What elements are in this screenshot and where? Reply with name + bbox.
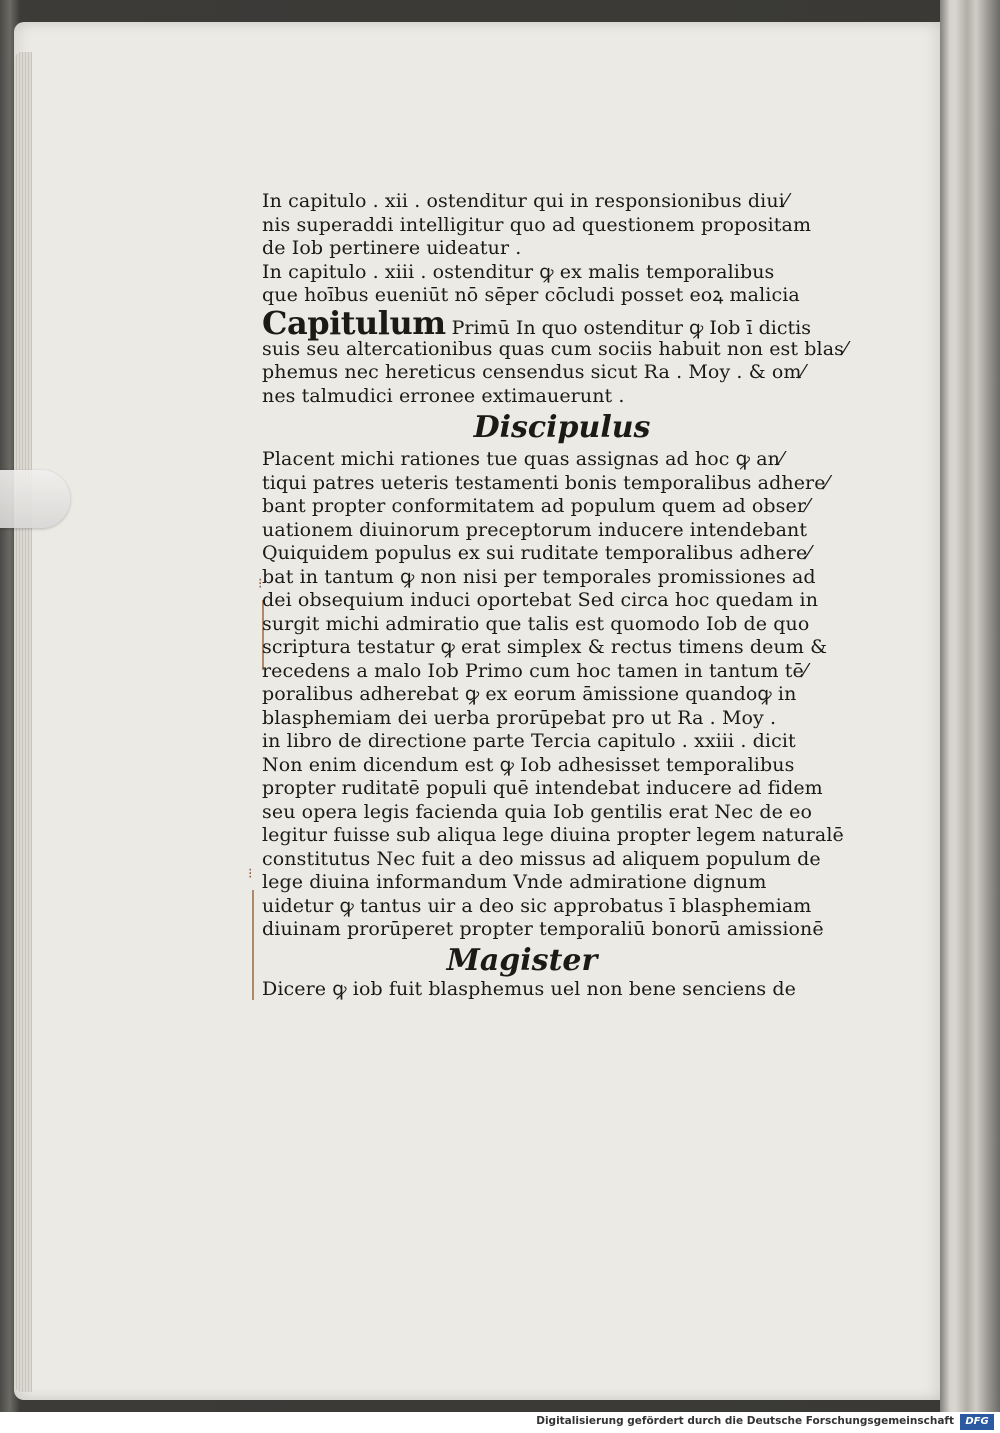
section-magister-text bbox=[262, 978, 822, 1002]
text-line: legitur fuisse sub aliqua lege diuina propter legem naturalē bbox=[262, 824, 844, 846]
text-line: nis superaddi intelligitur quo ad questionem propositam bbox=[262, 213, 812, 236]
heading-magister: Magister bbox=[446, 942, 598, 978]
book-gutter bbox=[940, 0, 950, 1412]
text-line: seu opera legis facienda quia Iob gentilis erat Nec de eo bbox=[262, 800, 813, 823]
text-line: diuinam prorūperet propter temporaliū bonorū amissionē bbox=[262, 918, 824, 940]
text-line: poralibus adherebat ꝙ ex eorum āmissione quandoꝙ in bbox=[262, 683, 797, 705]
text-line: surgit michi admiratio que talis est quomodo Iob de quo bbox=[262, 612, 810, 635]
text-line: phemus nec hereticus censendus sicut Ra . Moy . & om⁄ bbox=[262, 361, 805, 383]
footer-bar bbox=[0, 1412, 1000, 1433]
capitulum-heading: Capitulum bbox=[262, 303, 446, 342]
text-line: blasphemiam dei uerba prorūpebat pro ut Ra . Moy . bbox=[262, 706, 777, 729]
text-line: de Iob pertinere uideatur . bbox=[262, 237, 522, 259]
text-line: nes talmudici erronee extimauerunt . bbox=[262, 384, 625, 407]
text-line: suis seu altercationibus quas cum sociis habuit non est blas⁄ bbox=[262, 337, 848, 360]
dfg-logo: DFG bbox=[960, 1414, 994, 1430]
text-line: Non enim dicendum est ꝙ Iob adhesisset temporalibus bbox=[262, 753, 795, 776]
text-line: recedens a malo Iob Primo cum hoc tamen in tantum tē⁄ bbox=[262, 659, 808, 682]
text-line: In capitulo . xiii . ostenditur ꝙ ex malis temporalibus bbox=[262, 260, 775, 283]
capitulum-text: Primū In quo ostenditur ꝙ Iob ī dictis bbox=[451, 316, 811, 339]
text-line: In capitulo . xii . ostenditur qui in responsionibus diui⁄ bbox=[262, 190, 789, 212]
text-line: in libro de directione parte Tercia capitulo . xxiii . dicit bbox=[262, 730, 796, 752]
text-line: tiqui patres ueteris testamenti bonis temporalibus adhere⁄ bbox=[262, 471, 829, 494]
text-line: uationem diuinorum preceptorum inducere intendebant bbox=[262, 518, 808, 541]
section-chapter-list bbox=[262, 190, 822, 308]
text-line: constitutus Nec fuit a deo missus ad aliquem populum de bbox=[262, 847, 821, 870]
text-line: uidetur ꝙ tantus uir a deo sic approbatus ī blasphemiam bbox=[262, 894, 812, 917]
bookmark-strip bbox=[0, 470, 70, 528]
text-line: lege diuina informandum Vnde admiratione dignum bbox=[262, 871, 767, 893]
heading-discipulus: Discipulus bbox=[473, 410, 651, 445]
margin-annotation-mark: ⁝ bbox=[258, 576, 263, 592]
text-line: bat in tantum ꝙ non nisi per temporales promissiones ad bbox=[262, 565, 816, 588]
text-line: que hoībus eueniūt nō sēper cōcludi posset eoꝝ malicia bbox=[262, 284, 800, 306]
funding-credit: Digitalisierung gefördert durch die Deutsche Forschungsgemeinschaft bbox=[536, 1415, 954, 1427]
text-block bbox=[262, 190, 848, 1001]
margin-annotation-mark: ⁝ bbox=[248, 866, 253, 882]
text-line: Placent michi rationes tue quas assignas ad hoc ꝙ an⁄ bbox=[262, 448, 784, 470]
text-line: scriptura testatur ꝙ erat simplex & rectus timens deum & bbox=[262, 636, 828, 658]
section-capitulum-summary bbox=[262, 337, 848, 409]
capitulum-line bbox=[262, 303, 822, 342]
page-edges bbox=[14, 52, 32, 1392]
section-discipulus-text bbox=[262, 448, 844, 942]
text-line: bant propter conformitatem ad populum quem ad obser⁄ bbox=[262, 495, 810, 517]
text-line: Dicere ꝙ iob fuit blasphemus uel non bene senciens de bbox=[262, 977, 797, 1000]
text-line: Quiquidem populus ex sui ruditate temporalibus adhere⁄ bbox=[262, 542, 811, 564]
text-line: propter ruditatē populi quē intendebat inducere ad fidem bbox=[262, 777, 823, 799]
text-line: dei obsequium induci oportebat Sed circa hoc quedam in bbox=[262, 589, 819, 611]
